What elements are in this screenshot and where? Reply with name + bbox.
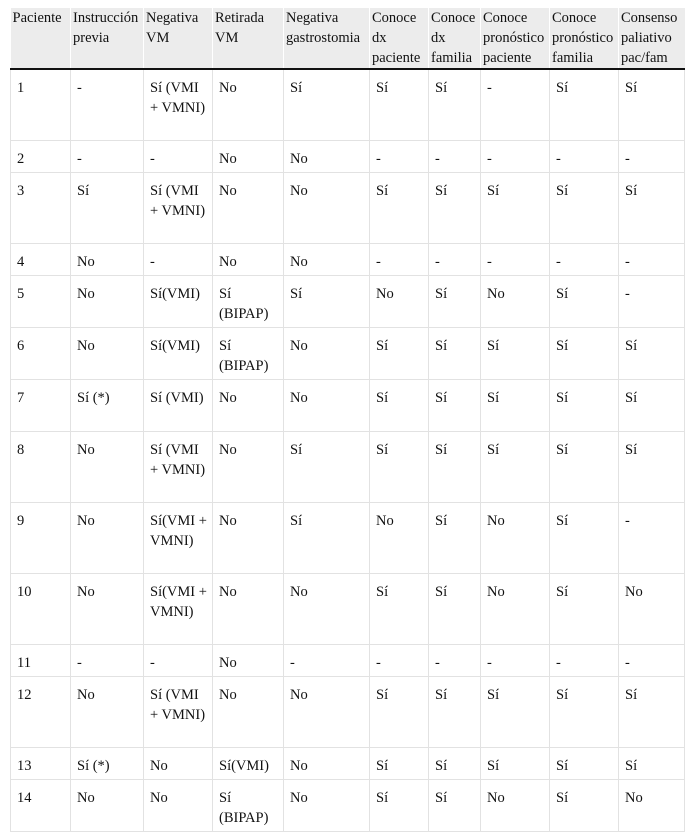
header-negativa-gastrostomia: Negativa gastrostomia [284,8,370,69]
table-cell: 2 [11,141,71,173]
header-retirada-vm: Retirada VM [213,8,284,69]
table-cell: Sí (VMI + VMNI) [144,677,213,748]
table-cell: Sí [370,748,429,780]
table-cell: Sí [429,173,481,244]
table-cell: Sí [550,574,619,645]
table-cell: - [370,244,429,276]
table-cell: - [619,276,685,328]
table-cell: Sí [429,780,481,832]
table-cell: Sí [481,432,550,503]
table-cell: No [481,574,550,645]
table-cell: Sí (VMI + VMNI) [144,432,213,503]
table-cell: Sí [550,748,619,780]
table-cell: - [481,141,550,173]
table-cell: Sí [429,574,481,645]
table-cell: No [284,380,370,432]
table-row [11,748,685,780]
table-cell: 8 [11,432,71,503]
table-cell: Sí [370,574,429,645]
table-cell: No [481,780,550,832]
table-cell: No [144,748,213,780]
table-cell: No [71,780,144,832]
table-cell: - [550,645,619,677]
table-cell: - [619,141,685,173]
table-cell: No [213,574,284,645]
table-cell: Sí [429,328,481,380]
table-cell: No [144,780,213,832]
table-cell: No [481,276,550,328]
table-row [11,173,685,244]
table-cell: - [619,244,685,276]
table-cell: Sí [370,432,429,503]
table-cell: 13 [11,748,71,780]
table-cell: - [429,645,481,677]
table-cell: 1 [11,69,71,141]
table-cell: 7 [11,380,71,432]
table-cell: - [144,645,213,677]
table-cell: No [213,244,284,276]
table-cell: No [71,432,144,503]
table-cell: No [481,503,550,574]
table-cell: Sí [429,503,481,574]
table-cell: Sí [619,748,685,780]
table-cell: Sí [619,69,685,141]
table-cell: - [481,645,550,677]
table-cell: - [429,244,481,276]
table-cell: Sí [619,432,685,503]
table-row [11,69,685,141]
table-cell: No [284,141,370,173]
table-row [11,328,685,380]
table-cell: Sí [619,328,685,380]
table-cell: No [284,677,370,748]
table-cell: 10 [11,574,71,645]
table-cell: 12 [11,677,71,748]
table-cell: Sí [481,748,550,780]
table-cell: Sí [550,173,619,244]
table-cell: No [284,244,370,276]
table-cell: - [144,244,213,276]
table-cell: Sí [284,503,370,574]
header-conoce-dx-paciente: Conoce dx paciente [370,8,429,69]
table-cell: Sí (VMI) [144,380,213,432]
table-cell: Sí [481,677,550,748]
table-cell: No [213,677,284,748]
header-conoce-pronostico-paciente: Conoce pronóstico paciente [481,8,550,69]
table-cell: Sí [481,173,550,244]
table-row [11,574,685,645]
table-cell: Sí [619,677,685,748]
table-cell: Sí(VMI + VMNI) [144,503,213,574]
table-cell: No [71,276,144,328]
table-cell: - [144,141,213,173]
table-cell: No [71,503,144,574]
table-cell: Sí [550,780,619,832]
table-cell: Sí [550,69,619,141]
table-cell: Sí (VMI + VMNI) [144,69,213,141]
table-cell: - [71,69,144,141]
table-cell: No [71,677,144,748]
table-row [11,276,685,328]
table-cell: - [429,141,481,173]
table-cell: Sí (*) [71,748,144,780]
table-row [11,380,685,432]
table-cell: No [284,328,370,380]
header-paciente: Paciente [11,8,71,69]
table-cell: Sí [284,276,370,328]
table-cell: - [550,244,619,276]
patient-table [10,8,685,832]
table-cell: Sí [619,173,685,244]
table-cell: Sí [481,328,550,380]
table-cell: No [213,380,284,432]
table-cell: Sí (BIPAP) [213,276,284,328]
table-header [11,8,685,69]
table-cell: No [284,780,370,832]
table-cell: Sí [370,780,429,832]
table-cell: No [71,328,144,380]
header-row [11,8,685,69]
table-cell: No [213,432,284,503]
table-row [11,432,685,503]
table-cell: Sí [370,380,429,432]
table-cell: - [619,503,685,574]
table-cell: No [370,276,429,328]
table-cell: Sí [550,432,619,503]
table-cell: - [71,645,144,677]
table-cell: 5 [11,276,71,328]
table-cell: Sí [550,328,619,380]
table-cell: 11 [11,645,71,677]
table-row [11,677,685,748]
table-cell: 6 [11,328,71,380]
header-negativa-vm: Negativa VM [144,8,213,69]
table-cell: Sí [481,380,550,432]
table-cell: No [71,244,144,276]
table-cell: Sí [550,380,619,432]
header-instruccion-previa: Instrucción previa [71,8,144,69]
table-cell: Sí(VMI) [213,748,284,780]
table-cell: No [213,173,284,244]
table-cell: No [370,503,429,574]
table-cell: - [619,645,685,677]
table-cell: - [71,141,144,173]
table-cell: Sí(VMI + VMNI) [144,574,213,645]
header-consenso-paliativo: Consenso paliativo pac/fam [619,8,685,69]
table-cell: No [619,574,685,645]
table-cell: Sí [619,380,685,432]
table-body [11,69,685,832]
table-cell: 3 [11,173,71,244]
table-cell: Sí [370,328,429,380]
table-cell: No [213,503,284,574]
table-cell: Sí (VMI + VMNI) [144,173,213,244]
table-cell: Sí (BIPAP) [213,328,284,380]
table-cell: Sí [429,432,481,503]
table-cell: Sí [71,173,144,244]
table-cell: 14 [11,780,71,832]
table-cell: No [284,574,370,645]
table-cell: Sí [550,276,619,328]
table-cell: No [71,574,144,645]
table-cell: - [370,645,429,677]
table-row [11,141,685,173]
table-cell: - [370,141,429,173]
table-cell: Sí [370,69,429,141]
table-row [11,503,685,574]
header-conoce-dx-familia: Conoce dx familia [429,8,481,69]
table-row [11,645,685,677]
table-cell: Sí [429,380,481,432]
table-cell: Sí [550,503,619,574]
table-cell: No [284,748,370,780]
table-cell: Sí [429,276,481,328]
table-cell: Sí (*) [71,380,144,432]
table-cell: 4 [11,244,71,276]
table-cell: - [550,141,619,173]
table-cell: Sí(VMI) [144,328,213,380]
table-cell: No [284,173,370,244]
table-cell: No [213,69,284,141]
table-cell: - [284,645,370,677]
table-cell: Sí [370,173,429,244]
table-row [11,780,685,832]
table-cell: - [481,244,550,276]
table-cell: Sí [429,69,481,141]
table-cell: No [619,780,685,832]
table-cell: Sí [550,677,619,748]
table-cell: Sí(VMI) [144,276,213,328]
table-cell: Sí (BIPAP) [213,780,284,832]
table-cell: No [213,141,284,173]
table-cell: Sí [284,69,370,141]
table-cell: Sí [429,748,481,780]
table-cell: Sí [429,677,481,748]
table-row [11,244,685,276]
table-cell: Sí [370,677,429,748]
table-cell: Sí [284,432,370,503]
table-cell: - [481,69,550,141]
table-cell: No [213,645,284,677]
table-cell: 9 [11,503,71,574]
header-conoce-pronostico-familia: Conoce pronóstico familia [550,8,619,69]
